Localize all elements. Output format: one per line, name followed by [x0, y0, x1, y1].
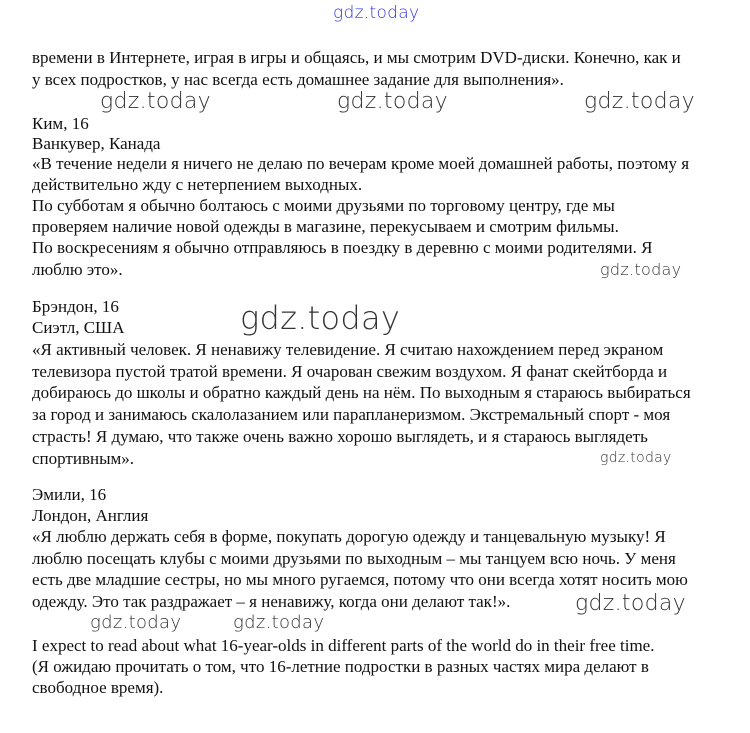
text-line: действительно жду с нетерпением выходных. — [32, 175, 363, 194]
watermark: gdz.today — [233, 612, 325, 633]
text-line: «Я люблю держать себя в форме, покупать дорогую одежду и танцевальную музыку! Я — [32, 527, 666, 546]
author-location: Сиэтл, США — [32, 318, 125, 337]
watermark: gdz.today — [333, 3, 420, 23]
text-line: спортивным». — [32, 449, 134, 468]
author-location: Лондон, Англия — [32, 506, 149, 525]
watermark: gdz.today — [575, 591, 686, 616]
text-line: проверяем наличие новой одежды в магазине, перекусываем и смотрим фильмы. — [32, 217, 619, 236]
text-line: за город и занимаюсь скалолазанием или парапланеризмом. Экстремальный спорт - моя — [32, 405, 671, 424]
watermark: gdz.today — [584, 89, 695, 114]
watermark: gdz.today — [240, 299, 401, 337]
author-location: Ванкувер, Канада — [32, 134, 161, 153]
text-line: одежду. Это так раздражает – я ненавижу, когда они делают так!». — [32, 592, 511, 611]
text-line: (Я ожидаю прочитать о том, что 16-летние подростки в разных частях мира делают в — [32, 657, 649, 676]
author-name: Эмили, 16 — [32, 485, 107, 504]
text-line: По воскресениям я обычно отправляюсь в поездку в деревню с моими родителями. Я — [32, 238, 653, 257]
watermark: gdz.today — [337, 89, 448, 114]
watermark: gdz.today — [90, 612, 182, 633]
text-line: «Я активный человек. Я ненавижу телевидение. Я считаю нахождением перед экраном — [32, 340, 664, 359]
text-line: у всех подростков, у нас всегда есть домашнее задание для выполнения». — [32, 70, 564, 89]
watermark: gdz.today — [600, 260, 682, 279]
text-line: люблю посещать клубы с моими друзьями по выходным – мы танцуем всю ночь. У меня — [32, 549, 676, 568]
text-line: времени в Интернете, играя в игры и общаясь, и мы смотрим DVD-диски. Конечно, как и — [32, 48, 681, 67]
text-line: люблю это». — [32, 260, 123, 279]
text-line: телевизора пустой тратой времени. Я очарован свежим воздухом. Я фанат скейтборда и — [32, 362, 668, 381]
text-line: страсть! Я думаю, что также очень важно хорошо выглядеть, и я стараюсь выглядеть — [32, 427, 648, 446]
text-line: есть две младшие сестры, но мы много ругаемся, потому что они всегда хотят носить мою — [32, 570, 688, 589]
text-line: свободное время). — [32, 678, 164, 697]
author-name: Брэндон, 16 — [32, 297, 119, 316]
watermark: gdz.today — [100, 89, 211, 114]
text-line: По субботам я обычно болтаюсь с моими друзьями по торговому центру, где мы — [32, 196, 615, 215]
author-name: Ким, 16 — [32, 114, 89, 133]
text-line: добираюсь до школы и обратно каждый день на нём. По выходным я стараюсь выбираться — [32, 383, 691, 402]
text-line: «В течение недели я ничего не делаю по вечерам кроме моей домашней работы, поэтому я — [32, 154, 690, 173]
text-line: I expect to read about what 16-year-olds in different parts of the world do in their free time. — [32, 636, 655, 655]
watermark: gdz.today — [600, 450, 672, 466]
